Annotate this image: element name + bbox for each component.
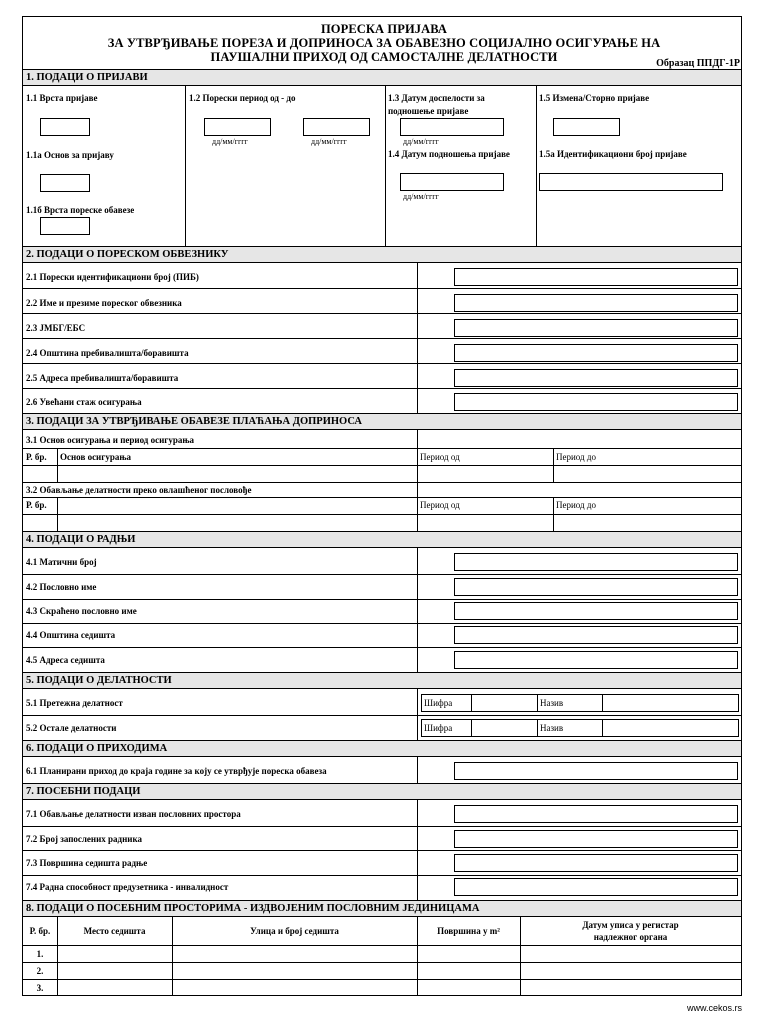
label-2-2: 2.2 Име и презиме пореског обвезника	[26, 298, 182, 308]
col-period-do: Период до	[556, 452, 596, 462]
input-5-2-sifra[interactable]	[472, 720, 536, 736]
form-title-line2: ЗА УТВРЂИВАЊЕ ПОРЕЗА И ДОПРИНОСА ЗА ОБАВЕЗНО СОЦИЈАЛНО ОСИГУРАЊЕ НА	[107, 36, 661, 50]
form-title-line1: ПОРЕСКА ПРИЈАВА	[320, 22, 448, 36]
label-4-4: 4.4 Општина седишта	[26, 630, 116, 640]
section-4-header: 4. ПОДАЦИ О РАДЊИ	[23, 531, 741, 548]
input-4-3[interactable]	[454, 602, 738, 620]
label-5-2: 5.2 Остале делатности	[26, 723, 117, 733]
row-line	[23, 875, 741, 876]
divider	[537, 719, 538, 737]
col-rb: Р. бр.	[26, 500, 47, 510]
row-number: 1.	[36, 949, 44, 959]
divider	[417, 430, 418, 531]
row-line	[23, 313, 741, 314]
label-1-1b: 1.1б Врста пореске обавезе	[26, 205, 135, 215]
row-line	[23, 363, 741, 364]
row-line	[23, 599, 741, 600]
label-1-3: 1.3 Датум доспелости за подношење пријаве	[388, 93, 485, 116]
col-povrsina: Површина у m²	[437, 926, 500, 936]
label-7-4: 7.4 Радна способност предузетника - инвалидност	[26, 882, 229, 892]
label-2-1: 2.1 Порески идентификациони број (ПИБ)	[26, 272, 199, 282]
label-4-1: 4.1 Матични број	[26, 557, 97, 567]
input-2-2[interactable]	[454, 294, 738, 312]
input-1-5[interactable]	[553, 118, 620, 136]
label-5-1: 5.1 Претежна делатност	[26, 698, 123, 708]
label-2-6: 2.6 Увећани стаж осигурања	[26, 397, 142, 407]
divider	[553, 497, 554, 531]
label-sifra: Шифра	[424, 698, 453, 708]
section-6-header: 6. ПОДАЦИ О ПРИХОДИМА	[23, 740, 741, 757]
label-6-1: 6.1 Планирани приход до краја године за коју се утврђује пореска обавеза	[26, 766, 327, 776]
input-1-5a[interactable]	[539, 173, 723, 191]
divider	[417, 548, 418, 672]
col-rb: Р. бр.	[26, 452, 47, 462]
input-period-to[interactable]	[303, 118, 370, 136]
row-line	[23, 945, 741, 946]
input-1-1a[interactable]	[40, 174, 90, 192]
input-2-1[interactable]	[454, 268, 738, 286]
label-3-2: 3.2 Обављање делатности преко овлашћеног пословође	[26, 485, 252, 495]
label-7-3: 7.3 Површина седишта радње	[26, 858, 148, 868]
divider	[417, 757, 418, 783]
date-format-hint: дд/мм/гггг	[311, 137, 347, 146]
input-period-from[interactable]	[204, 118, 271, 136]
label-1-4: 1.4 Датум подношења пријаве	[388, 149, 510, 159]
row-line	[23, 826, 741, 827]
label-1-5: 1.5 Измена/Сторно пријаве	[539, 93, 650, 103]
date-format-hint: дд/мм/гггг	[403, 137, 439, 146]
row-line	[23, 497, 741, 498]
label-1-2: 1.2 Порески период од - до	[189, 93, 296, 103]
col-mesto: Место седишта	[83, 926, 146, 936]
form-frame	[22, 16, 742, 996]
label-4-2: 4.2 Пословно име	[26, 582, 97, 592]
divider	[385, 86, 386, 246]
input-1-1b[interactable]	[40, 217, 90, 235]
label-2-5: 2.5 Адреса пребивалишта/боравишта	[26, 373, 179, 383]
form-code: Образац ППДГ-1Р	[656, 58, 740, 69]
label-naziv: Назив	[540, 723, 564, 733]
input-4-4[interactable]	[454, 626, 738, 644]
row-line	[23, 623, 741, 624]
row-line	[23, 465, 741, 466]
input-1-4[interactable]	[400, 173, 504, 191]
section-2-header: 2. ПОДАЦИ О ПОРЕСКОМ ОБВЕЗНИКУ	[23, 246, 741, 263]
label-2-3: 2.3 ЈМБГ/ЕБС	[26, 323, 86, 333]
row-line	[23, 448, 741, 449]
label-2-4: 2.4 Општина пребивалишта/боравишта	[26, 348, 189, 358]
input-4-2[interactable]	[454, 578, 738, 596]
section-7-header: 7. ПОСЕБНИ ПОДАЦИ	[23, 783, 741, 800]
input-1-1[interactable]	[40, 118, 90, 136]
label-7-2: 7.2 Број запослених радника	[26, 834, 143, 844]
row-line	[23, 514, 741, 515]
input-1-3[interactable]	[400, 118, 504, 136]
col-rb: Р. бр.	[29, 926, 51, 936]
input-4-1[interactable]	[454, 553, 738, 571]
label-7-1: 7.1 Обављање делатности изван пословних простора	[26, 809, 241, 819]
input-2-6[interactable]	[454, 393, 738, 411]
divider	[536, 86, 537, 246]
label-1-1a: 1.1а Основ за пријаву	[26, 150, 114, 160]
section-1-header: 1. ПОДАЦИ О ПРИЈАВИ	[23, 69, 741, 86]
col-osnov: Основ осигурања	[60, 452, 132, 462]
col-datum-line1: Датум уписа у регистар	[582, 920, 679, 930]
row-line	[23, 288, 741, 289]
section-8-header: 8. ПОДАЦИ О ПОСЕБНИМ ПРОСТОРИМА - ИЗДВОЈЕНИМ ПОСЛОВНИМ ЈЕДИНИЦАМА	[23, 900, 741, 917]
input-4-5[interactable]	[454, 651, 738, 669]
section-3-header: 3. ПОДАЦИ ЗА УТВРЂИВАЊЕ ОБАВЕЗЕ ПЛАЋАЊА ДОПРИНОСА	[23, 413, 741, 430]
col-period-od: Период од	[420, 452, 460, 462]
label-4-5: 4.5 Адреса седишта	[26, 655, 105, 665]
col-period-od: Период од	[420, 500, 460, 510]
input-7-3[interactable]	[454, 854, 738, 872]
date-format-hint: дд/мм/гггг	[212, 137, 248, 146]
row-line	[23, 574, 741, 575]
label-naziv: Назив	[540, 698, 564, 708]
input-2-3[interactable]	[454, 319, 738, 337]
input-2-4[interactable]	[454, 344, 738, 362]
divider	[553, 448, 554, 482]
col-datum-line2: надлежног органа	[593, 932, 668, 942]
divider	[185, 86, 186, 246]
row-line	[23, 647, 741, 648]
date-format-hint: дд/мм/гггг	[403, 192, 439, 201]
row-line	[23, 962, 741, 963]
row-number: 3.	[36, 983, 44, 993]
row-line	[23, 715, 741, 716]
row-line	[23, 338, 741, 339]
divider	[57, 448, 58, 482]
row-line	[23, 850, 741, 851]
form-title-line3: ПАУШАЛНИ ПРИХОД ОД САМОСТАЛНЕ ДЕЛАТНОСТИ	[210, 50, 558, 64]
col-ulica: Улица и број седишта	[250, 926, 339, 936]
label-4-3: 4.3 Скраћено пословно име	[26, 606, 137, 616]
row-number: 2.	[36, 966, 44, 976]
section-5-header: 5. ПОДАЦИ О ДЕЛАТНОСТИ	[23, 672, 741, 689]
input-7-4[interactable]	[454, 878, 738, 896]
input-7-1[interactable]	[454, 805, 738, 823]
input-5-1-sifra[interactable]	[472, 695, 536, 711]
label-sifra: Шифра	[424, 723, 453, 733]
row-line	[23, 388, 741, 389]
footer-website: www.cekos.rs	[686, 1003, 742, 1013]
input-7-2[interactable]	[454, 830, 738, 848]
divider	[537, 694, 538, 712]
input-6-1[interactable]	[454, 762, 738, 780]
row-line	[23, 482, 741, 483]
row-line	[23, 979, 741, 980]
input-5-1-naziv[interactable]	[603, 695, 738, 711]
label-3-1: 3.1 Основ осигурања и период осигурања	[26, 435, 195, 445]
label-1-5a: 1.5а Идентификациони број пријаве	[539, 149, 687, 159]
divider	[57, 497, 58, 531]
input-2-5[interactable]	[454, 369, 738, 387]
input-5-2-naziv[interactable]	[603, 720, 738, 736]
col-period-do: Период до	[556, 500, 596, 510]
label-1-1: 1.1 Врста пријаве	[26, 93, 98, 103]
